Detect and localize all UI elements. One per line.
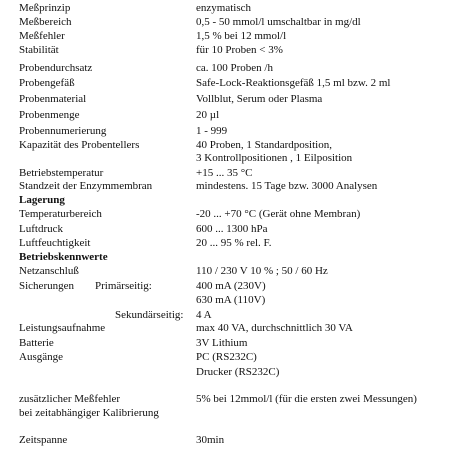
spec-label: Leistungsaufnahme [19, 322, 106, 334]
spec-label: Sicherungen [19, 280, 74, 292]
spec-value: 3V Lithium [196, 337, 248, 349]
spec-value: PC (RS232C) [196, 351, 257, 363]
spec-value: 20 ... 95 % rel. F. [196, 237, 272, 249]
spec-sublabel-sekundaer: Sekundärseitig: [115, 309, 184, 321]
spec-label: zusätzlicher Meßfehler [19, 393, 121, 405]
spec-value: 0,5 - 50 mmol/l umschaltbar in mg/dl [196, 16, 361, 28]
spec-label: Probendurchsatz [19, 62, 93, 74]
spec-value: +15 ... 35 °C [196, 167, 253, 179]
section-heading: Betriebskennwerte [19, 251, 108, 263]
spec-value: mindestens. 15 Tage bzw. 3000 Analysen [196, 180, 378, 192]
spec-value: ca. 100 Proben /h [196, 62, 273, 74]
spec-value: Vollblut, Serum oder Plasma [196, 93, 323, 105]
spec-label: Standzeit der Enzymmembran [19, 180, 153, 192]
section-heading: Lagerung [19, 194, 65, 206]
spec-value: Drucker (RS232C) [196, 366, 280, 378]
spec-value: 630 mA (110V) [196, 294, 266, 306]
spec-label: Meßbereich [19, 16, 72, 28]
spec-label: Meßfehler [19, 30, 65, 42]
spec-sublabel-primaer: Primärseitig: [95, 280, 152, 292]
spec-value: 110 / 230 V 10 % ; 50 / 60 Hz [196, 265, 328, 277]
spec-label: Probengefäß [19, 77, 75, 89]
spec-value: Safe-Lock-Reaktionsgefäß 1,5 ml bzw. 2 ml [196, 77, 391, 89]
spec-value: 40 Proben, 1 Standardposition, [196, 139, 332, 151]
spec-value: 4 A [196, 309, 212, 321]
spec-label: Zeitspanne [19, 434, 68, 446]
spec-value: 600 ... 1300 hPa [196, 223, 268, 235]
spec-value: 1,5 % bei 12 mmol/l [196, 30, 287, 42]
spec-value: 400 mA (230V) [196, 280, 266, 292]
spec-label: Probennumerierung [19, 125, 107, 137]
spec-label: Batterie [19, 337, 54, 349]
spec-value: 5% bei 12mmol/l (für die ersten zwei Messungen) [196, 393, 417, 405]
spec-value: für 10 Proben < 3% [196, 44, 283, 56]
spec-value: 3 Kontrollpositionen , 1 Eilposition [196, 152, 353, 164]
spec-label: Probenmenge [19, 109, 80, 121]
spec-label: Probenmaterial [19, 93, 87, 105]
spec-label: Stabilität [19, 44, 59, 56]
spec-value: enzymatisch [196, 2, 251, 14]
spec-label: Luftdruck [19, 223, 63, 235]
spec-label: Luftfeuchtigkeit [19, 237, 91, 249]
spec-label: Kapazität des Probentellers [19, 139, 140, 151]
spec-value: 30min [196, 434, 225, 446]
spec-value: max 40 VA, durchschnittlich 30 VA [196, 322, 353, 334]
spec-label: bei zeitabhängiger Kalibrierung [19, 407, 159, 419]
spec-label: Betriebstemperatur [19, 167, 104, 179]
spec-label: Meßprinzip [19, 2, 71, 14]
spec-value: -20 ... +70 °C (Gerät ohne Membran) [196, 208, 361, 220]
spec-value: 1 - 999 [196, 125, 228, 137]
spec-value: 20 µl [196, 109, 220, 121]
spec-label: Temperaturbereich [19, 208, 102, 220]
spec-label: Ausgänge [19, 351, 63, 363]
spec-label: Netzanschluß [19, 265, 79, 277]
